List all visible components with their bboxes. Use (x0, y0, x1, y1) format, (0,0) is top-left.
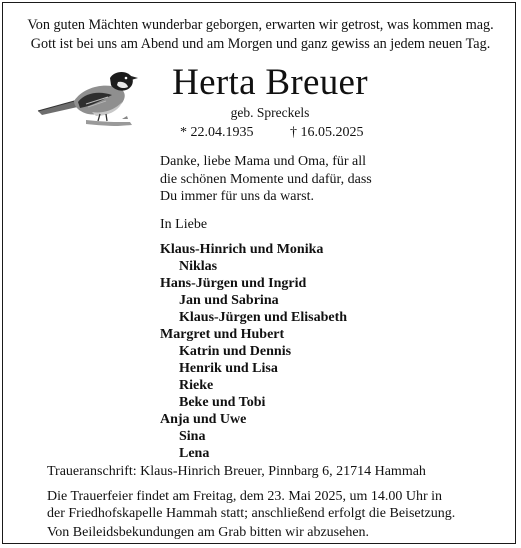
funeral-service-line-2: der Friedhofskapelle Hammah statt; anschließend erfolgt die Beisetzung. (47, 506, 456, 521)
family-member: Henrik und Lisa (179, 361, 278, 376)
family-member: Sina (179, 429, 206, 444)
death-date: † 16.05.2025 (290, 125, 364, 140)
condolence-note: Von Beileidsbekundungen am Grab bitten wir abzusehen. (47, 525, 370, 540)
thanks-message (160, 153, 460, 206)
family-member: Margret und Hubert (160, 327, 285, 342)
family-member: Katrin und Dennis (179, 344, 292, 359)
family-member: Beke und Tobi (179, 395, 266, 410)
funeral-service-line-1: Die Trauerfeier findet am Freitag, dem 23. Mai 2025, um 14.00 Uhr in (47, 489, 443, 504)
family-member: Klaus-Jürgen und Elisabeth (179, 310, 348, 325)
birth-date: * 22.04.1935 (180, 125, 254, 140)
family-member: Niklas (179, 259, 218, 274)
motto-verse (0, 16, 521, 54)
mourning-address: Traueranschrift: Klaus-Hinrich Breuer, Pinnbarg 6, 21714 Hammah (47, 464, 426, 479)
family-member: Rieke (179, 378, 214, 393)
motto-line-2: Gott ist bei uns am Abend und am Morgen und ganz gewiss an jedem neuen Tag. (30, 36, 491, 52)
bird-illustration-icon (34, 64, 144, 144)
thanks-line-1: Danke, liebe Mama und Oma, für all (160, 154, 367, 169)
family-member: Hans-Jürgen und Ingrid (160, 276, 307, 291)
deceased-name: Herta Breuer (172, 62, 368, 103)
maiden-name: geb. Spreckels (230, 105, 310, 120)
funeral-service-info (47, 488, 507, 522)
motto-line-1: Von guten Mächten wunderbar geborgen, erwarten wir getrost, was kommen mag. (27, 17, 494, 33)
family-member: Lena (179, 446, 210, 461)
family-member: Jan und Sabrina (179, 293, 279, 308)
in-love-label: In Liebe (160, 217, 208, 232)
thanks-line-3: Du immer für uns da warst. (160, 189, 314, 204)
family-list (160, 241, 490, 462)
family-member: Klaus-Hinrich und Monika (160, 242, 324, 257)
family-member: Anja und Uwe (160, 412, 247, 427)
thanks-line-2: die schönen Momente und dafür, dass (160, 171, 372, 187)
